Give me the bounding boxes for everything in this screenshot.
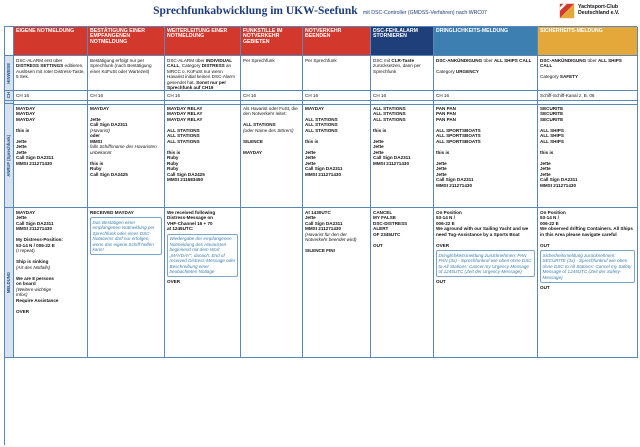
text-run: Bestätigung erfolgt nur per Sprechfunk (nach Bestätigung einer KüFuSt oder Wartezeit) — [90, 57, 153, 74]
channel-cell: CH 16 — [241, 91, 303, 101]
row-label-text: HINWEISE — [6, 62, 12, 84]
text-run: MMSI — [90, 138, 102, 144]
column-heading: DSC-FEHLALARM STORNIEREN — [371, 27, 434, 56]
text-run: OUT — [373, 242, 383, 248]
text-run: MAYDAY — [243, 149, 263, 155]
anruf-cell — [88, 104, 165, 208]
text-run: SECURITE — [540, 116, 564, 122]
column-heading: BESTÄTIGUNG EINER EMPFANGENEN NOTMELDUNG — [88, 27, 165, 56]
text-run: At 1430UTC — [305, 209, 331, 215]
text-run: PAN PAN — [436, 111, 456, 116]
text-run: OVER — [436, 242, 450, 248]
text-run: DSC-ALARM über — [167, 57, 206, 63]
text-run: ALL STATIONS — [373, 111, 406, 116]
text-run: Category — [436, 68, 455, 74]
text-run: URGENCY — [455, 68, 479, 74]
text-run: OUT — [540, 242, 550, 248]
text-run: ALL SHIPS CALL — [540, 57, 624, 68]
text-run: MAYDAY — [305, 105, 325, 111]
text-run: this is — [167, 149, 181, 155]
text-run: MY FALSE — [373, 215, 396, 220]
text-run: Jette — [305, 155, 316, 160]
meldung-cell — [303, 208, 371, 358]
meldung-note: Sicherheitsmeldung zurücknehmen: SECURITE (3x) - Sprechfunkruf wie oben ohne DSC to All Stations: Cancel my Safety Message of 1245UTC (Zeit der Safety-Message) — [540, 250, 635, 283]
text-run: Call Sign DA2311 — [305, 166, 343, 171]
column-heading: DRINGLICHKEITS-MELDUNG — [434, 27, 538, 56]
text-run: On Position — [436, 209, 462, 215]
text-run: DISTRESS — [201, 63, 225, 68]
text-run: MAYDAY — [16, 105, 36, 111]
text-run: ALL STATIONS — [373, 105, 406, 111]
channel-cell: CH 16 — [303, 91, 371, 101]
club-name — [578, 5, 619, 17]
text-run: DSC-ANKÜNDIGUNG — [540, 57, 587, 63]
text-run: Sonst nur per Sprechfunk auf CH16 — [167, 79, 228, 90]
meldung-end: OUT — [436, 279, 446, 284]
meldung-end: OVER — [167, 279, 181, 284]
text-run: Category — [540, 74, 559, 79]
corner-cell — [5, 27, 14, 56]
anruf-cell — [241, 104, 303, 208]
meldung-cell — [14, 208, 88, 358]
text-run: 53-14 N / — [540, 215, 559, 220]
text-run: Jette — [16, 144, 27, 149]
hinweise-cell — [371, 56, 434, 91]
text-run: ALL SPORTSBOATS — [436, 138, 481, 144]
text-run: this is — [16, 127, 30, 133]
text-run: My Distress-Position: — [16, 237, 63, 242]
text-run: Jette — [540, 160, 551, 166]
text-run: We aground with our Sailing Yacht and we need Tug-Assistance by a Sports Boat — [436, 226, 529, 237]
anruf-cell — [14, 104, 88, 208]
text-run: SILENCE — [243, 138, 263, 144]
text-run: this is — [540, 149, 554, 155]
text-run: Jette — [540, 166, 551, 171]
text-run: MMSI 211271430 — [305, 226, 342, 231]
anruf-cell — [538, 104, 638, 208]
text-run: VHF-Channel 16 + 70 — [167, 220, 213, 226]
text-run: MAYDAY RELAY — [167, 116, 203, 122]
text-run: Jette — [305, 160, 316, 166]
text-run: ALL STATIONS — [305, 127, 338, 133]
text-run: Jette — [436, 171, 447, 177]
text-run: CLR-Taste — [391, 57, 415, 63]
text-run: Ship is sinking — [16, 259, 49, 264]
row-label-text: MELDUNG — [6, 271, 12, 294]
text-run: an MRCC o. KüFuSt nur wenn Havarist initial keinen DSC-Alarm gesendet hat. — [167, 63, 237, 85]
meldung-cell — [88, 208, 165, 358]
page-header — [0, 0, 640, 24]
column-heading: FUNKSTILLE IM NOTVERKEHR GEBIETEN — [241, 27, 303, 56]
text-run: ALL STATIONS — [167, 127, 200, 133]
row-label-text: ANRUF (Sprechfunk) — [6, 134, 12, 177]
text-run: DSC-ALARM erst über — [16, 57, 64, 63]
column-heading: SICHERHEITS-MELDUNG — [538, 27, 638, 56]
text-run: über — [586, 57, 598, 63]
text-run: OF 2345UTC — [373, 231, 401, 237]
text-run: MMSI 211271430 — [436, 182, 473, 188]
text-run: Call Sign DA2311 — [436, 177, 474, 182]
hinweise-cell — [165, 56, 241, 91]
text-run: Jette — [436, 166, 447, 171]
text-run: ALL STATIONS — [305, 116, 338, 122]
text-run: Ruby — [167, 155, 179, 160]
hinweise-cell — [88, 56, 165, 91]
text-run: Call Sign DA2425 — [167, 171, 205, 177]
text-run: ALL SHIPS — [540, 127, 564, 133]
text-run: Jette — [373, 144, 384, 149]
text-run: Jette — [305, 215, 316, 220]
text-run: MAYDAY — [90, 105, 110, 111]
text-run: ALL SPORTSBOATS — [436, 127, 481, 133]
text-run: (Art des Notfalls) — [16, 264, 51, 270]
radio-procedure-table — [4, 26, 637, 445]
meldung-cell — [241, 208, 303, 358]
text-run: MMSI 211271430 — [540, 182, 577, 188]
text-run: über — [482, 57, 494, 63]
row-label-anruf — [5, 104, 14, 208]
text-run: Ruby — [90, 166, 102, 171]
text-run: MAYDAY — [16, 111, 36, 116]
text-run: CANCEL — [373, 209, 393, 215]
text-run: 53-14 N / 006-22 E — [16, 242, 55, 248]
text-run: SILENCE FINI — [305, 248, 335, 253]
text-run: Jette — [540, 171, 551, 177]
text-run: Call Sign DA2425 — [90, 171, 128, 177]
text-run: Ruby — [167, 160, 179, 166]
text-run: Jette — [90, 116, 101, 122]
text-run: Call Sign DA2311 — [90, 122, 128, 127]
text-run: MMSI 211271430 — [16, 226, 53, 231]
text-run: (I repeat) — [16, 248, 35, 253]
hinweise-cell — [303, 56, 371, 91]
anruf-cell — [303, 104, 371, 208]
anruf-cell — [434, 104, 538, 208]
text-run: Jette — [16, 149, 27, 155]
text-run: MMSI 211271430 — [305, 171, 342, 177]
meldung-end: OUT — [540, 284, 550, 290]
text-run: (Havarist für den der Notverkehr beendet wird) — [305, 231, 357, 242]
text-run: PAN PAN — [436, 105, 456, 111]
meldung-cell — [165, 208, 241, 358]
text-run: this is — [90, 160, 104, 166]
text-run: ALL SHIPS — [540, 133, 564, 138]
text-run: DSC mit — [373, 57, 392, 63]
text-run: zurücksetzen, dann per Sprechfunk — [373, 57, 423, 74]
club-flag-logo — [558, 2, 576, 20]
text-run: SECURITE — [540, 111, 564, 116]
text-run: DSC-DISTRESS — [373, 220, 408, 226]
text-run: Jette — [436, 160, 447, 166]
club-line-2: Deutschland e.V. — [578, 9, 620, 16]
text-run: Jette — [16, 215, 27, 220]
text-run: MMSI 211683450 — [167, 177, 204, 182]
channel-cell: CH 16 — [165, 91, 241, 101]
text-run: We are 8 persons — [16, 275, 54, 281]
hinweise-cell — [14, 56, 88, 91]
text-run: On Position — [540, 209, 566, 215]
text-run: editieren. Auslösen mit roter Distress-Taste, 5 Sek. — [16, 63, 86, 79]
text-run: MAYDAY RELAY — [167, 111, 203, 116]
text-run: MAYDAY RELAY — [167, 105, 203, 111]
text-run: 006-22 E — [540, 220, 559, 226]
text-run: 006-22 E — [436, 220, 455, 226]
page-title — [0, 5, 640, 19]
text-run: Ruby — [167, 166, 179, 171]
meldung-note: Das Bestätigen einer empfangenen Notmeldung per Sprechfunk oder eines DSC-Notalarms darf nur erfolgen, wenn das eigene Schiff helfen kann! — [90, 217, 162, 255]
text-run: ALL SHIPS — [540, 138, 564, 144]
text-run: Per Sprechfunk — [243, 57, 275, 63]
channel-cell: CH 16 — [371, 91, 434, 101]
meldung-cell — [434, 208, 538, 358]
text-run: (oder Name des Störers) — [243, 127, 294, 133]
title-text: Sprechfunkabwicklung im UKW-Seefunk — [153, 5, 358, 17]
hinweise-cell — [241, 56, 303, 91]
text-run: Call Sign DA2311 — [16, 155, 54, 160]
row-label-text: CH — [6, 92, 12, 99]
text-run: ALL STATIONS — [243, 122, 276, 127]
meldung-cell — [371, 208, 434, 358]
text-run: Distress-Message on — [167, 215, 213, 220]
text-run: PAN PAN — [436, 116, 456, 122]
text-run: MAYDAY — [16, 116, 36, 122]
club-line-1: Yachtsport-Club — [578, 4, 619, 10]
text-run: falls Schiffsname des Havaristen unbekannt — [90, 144, 157, 155]
text-run: MAYDAY — [16, 209, 36, 215]
text-run: INDIVIDUAL CALL — [167, 57, 234, 68]
text-run: Jette — [305, 149, 316, 155]
column-heading: NOTVERKEHR BEENDEN — [303, 27, 371, 56]
text-run: 53-14 N / — [436, 215, 455, 220]
text-run: this is — [373, 127, 387, 133]
text-run: (Weitere wichtige — [16, 286, 52, 292]
text-run: , Category — [179, 63, 202, 68]
channel-cell: CH 16 — [88, 91, 165, 101]
text-run: Jette — [373, 138, 384, 144]
text-run: We observed drifting Containers. All Ships in this Area please navigate careful — [540, 226, 633, 237]
text-run: SAFETY — [559, 74, 579, 79]
text-run: We received following — [167, 209, 216, 215]
text-run: ALL SHIPS CALL — [493, 57, 532, 63]
text-run: on board — [16, 281, 36, 286]
text-run: ALL SPORTSBOATS — [436, 133, 481, 138]
text-run: Per Sprechfunk — [305, 57, 337, 63]
channel-cell: CH 16 — [434, 91, 538, 101]
column-heading: EIGENE NOTMELDUNG — [14, 27, 88, 56]
hinweise-cell — [538, 56, 638, 91]
text-run: Jette — [16, 138, 27, 144]
subtitle-text: mit DSC-Controller (GMDSS-Verfahren) nach WRC07 — [362, 10, 487, 16]
text-run: Call Sign DA2311 — [305, 220, 343, 226]
text-run: SECURITE — [540, 105, 564, 111]
anruf-cell — [165, 104, 241, 208]
text-run: ALERT — [373, 226, 389, 231]
text-run: (Havarist) — [90, 127, 110, 133]
anruf-cell — [371, 104, 434, 208]
text-run: ALL STATIONS — [305, 122, 338, 127]
row-label-meldung — [5, 208, 14, 358]
row-label-hinweise — [5, 56, 14, 91]
meldung-note: Wiedergabe der empfangenen Notmeldung des Havaristen beginnend mit dem Wort „MAYDAY“, danach: End of received Distress-Message oder Beschreibung einer beobachteten Notlage — [167, 234, 238, 278]
text-run: oder — [90, 133, 100, 138]
text-run: ALL STATIONS — [167, 138, 200, 144]
text-run: at 1245UTC: — [167, 226, 194, 231]
text-run: ALL STATIONS — [373, 116, 406, 122]
text-run: Call Sign DA2311 — [540, 177, 578, 182]
channel-cell: Schiff-Schiff-Kanal z. B. 06 — [538, 91, 638, 101]
row-label-ch — [5, 91, 14, 101]
text-run: DSC-ANKÜNDIGUNG — [436, 57, 483, 63]
text-run: this is — [305, 138, 319, 144]
meldung-note: Dringlichkeitsmeldung zurücknehmen: PAN PAN (3x) - Sprechfunkruf wie oben ohne DSC to All Stations: Cancel my Urgency Message of 1245UTC (Zeit der Urgency-Message) — [436, 250, 535, 277]
text-run: Call Sign DA2311 — [16, 220, 54, 226]
channel-cell: CH 16 — [14, 91, 88, 101]
column-heading: WEITERLEITUNG EINER NOTMELDUNG — [165, 27, 241, 56]
hinweise-cell — [434, 56, 538, 91]
text-run: Call Sign DA2311 — [373, 155, 411, 160]
text-run: ALL STATIONS — [167, 133, 200, 138]
text-run: MMSI 211271430 — [16, 160, 53, 166]
text-run: MMSI 211271430 — [373, 160, 410, 166]
text-run: Jette — [373, 149, 384, 155]
text-run: OVER — [16, 308, 30, 314]
meldung-cell — [538, 208, 638, 358]
text-run: RECEIVED MAYDAY — [90, 209, 134, 215]
text-run: DISTRESS SETTINGS — [16, 63, 64, 68]
text-run: this is — [436, 149, 450, 155]
text-run: Als Havarist oder FuSt, die den Notverkehr leitet: — [243, 105, 298, 116]
text-run: Infos) — [16, 292, 28, 297]
text-run: Require Assistance — [16, 297, 59, 303]
